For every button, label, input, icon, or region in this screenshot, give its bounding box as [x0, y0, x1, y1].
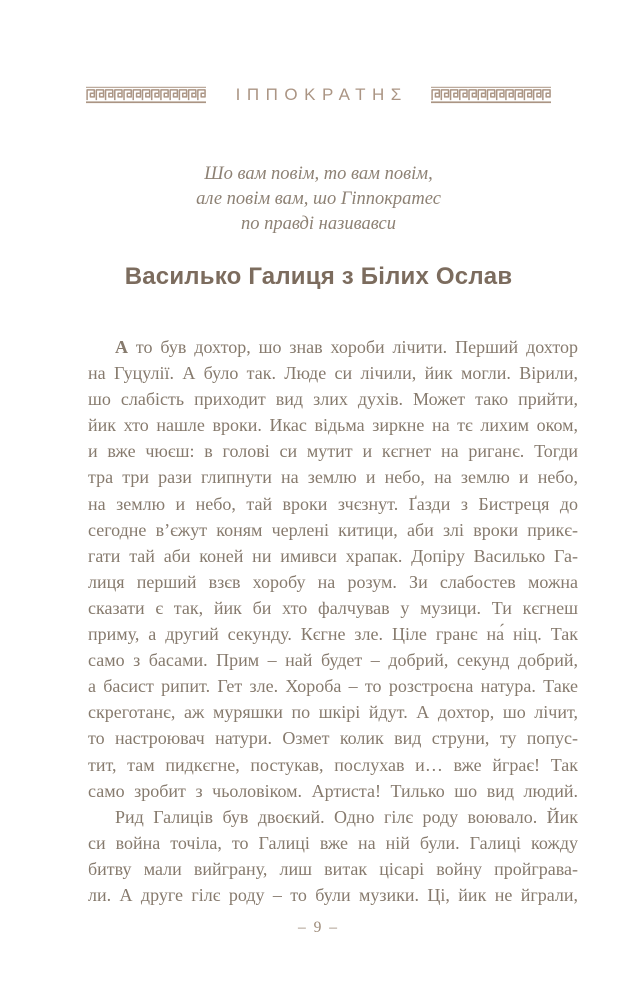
body-text-line: лиця перший взєв хоробу на розум. Зи слабостев можна	[88, 571, 578, 592]
body-text-line: си война точіла, то Галиці вже на ній були. Галиці кожду	[88, 832, 578, 853]
greek-meander-ornament-right	[431, 86, 551, 104]
page-number: – 9 –	[298, 919, 339, 936]
greek-meander-ornament-left	[86, 86, 206, 104]
body-text-line: само з басами. Прим – най будет – добрий, секунд добрий,	[88, 650, 578, 671]
epigraph	[0, 162, 637, 237]
body-text-line: сказати є так, йик би хто фалчував у музици. Ти кєгнеш	[88, 597, 578, 618]
body-text-line: на землю и небо, тай вроки зчєзнут. Ґазди з Бистреця до	[88, 493, 578, 514]
body-text-line: то настроювач натури. Озмет колик вид струни, ту попус-	[88, 728, 578, 749]
page-header	[0, 85, 637, 105]
epigraph-line: Шо вам повім, то вам повім,	[204, 164, 433, 184]
body-text-line: а басист рипит. Гет зле. Хороба – то розстроєна натура. Таке	[88, 676, 578, 697]
paragraph-lead-letter: А	[115, 337, 128, 357]
body-text-line: ли. А друге гілє роду – то були музики. Ці, йик не йграли,	[88, 884, 578, 905]
body-text-line: Рид Галиців був двоєкий. Одно гілє роду воювало. Йик	[115, 806, 578, 827]
body-text-line: битву мали вийграну, лиш витак цісарі войну пройграва-	[88, 858, 578, 879]
body-text-line: А то був дохтор, шо знав хороби лічити. Перший дохтор	[115, 337, 578, 357]
body-text-line: сегодне в’єжут коням черлені китици, аби злі вроки прикє-	[88, 519, 578, 540]
body-text	[88, 334, 578, 908]
epigraph-line: але повім вам, шо Гіппократес	[196, 189, 441, 209]
running-head-title: ΙΠΠΟΚΡΑΤΗΣ	[235, 85, 408, 104]
body-text-line: тит, там пидкєгне, постукав, послухав и… вже йграє! Так	[88, 754, 578, 775]
body-text-line: гати тай аби коней ни имивси храпак. Допіру Василько Га-	[88, 545, 578, 566]
body-text-line: шо слабість приходит вид злих духів. Может тако прийти,	[88, 389, 578, 410]
body-text-line: приму, а другий секунду. Кєгне зле. Ціле гранє на́ ніц. Так	[88, 624, 578, 645]
body-text-line: на Гуцулії. А було так. Люде си лічили, йик могли. Вірили,	[88, 363, 578, 384]
body-text-line: йик хто нашле вроки. Икас відьма зиркне на тє лихим оком,	[88, 415, 578, 436]
body-text-line: и вже чюєш: в голові си мутит и кєгнет на риганє. Тогди	[88, 441, 578, 462]
chapter-title: Василько Галиця з Білих Ослав	[124, 263, 513, 290]
epigraph-line: по правді називавси	[241, 214, 396, 234]
body-text-line: само зробит з чьоловіком. Артиста! Тилько шо вид людий.	[88, 780, 578, 801]
body-text-line: тра три рази глипнути на землю и небо, на землю и небо,	[88, 467, 578, 488]
body-text-line: скреготанє, аж муряшки по шкірі йдут. А дохтор, шо лічит,	[88, 702, 578, 723]
